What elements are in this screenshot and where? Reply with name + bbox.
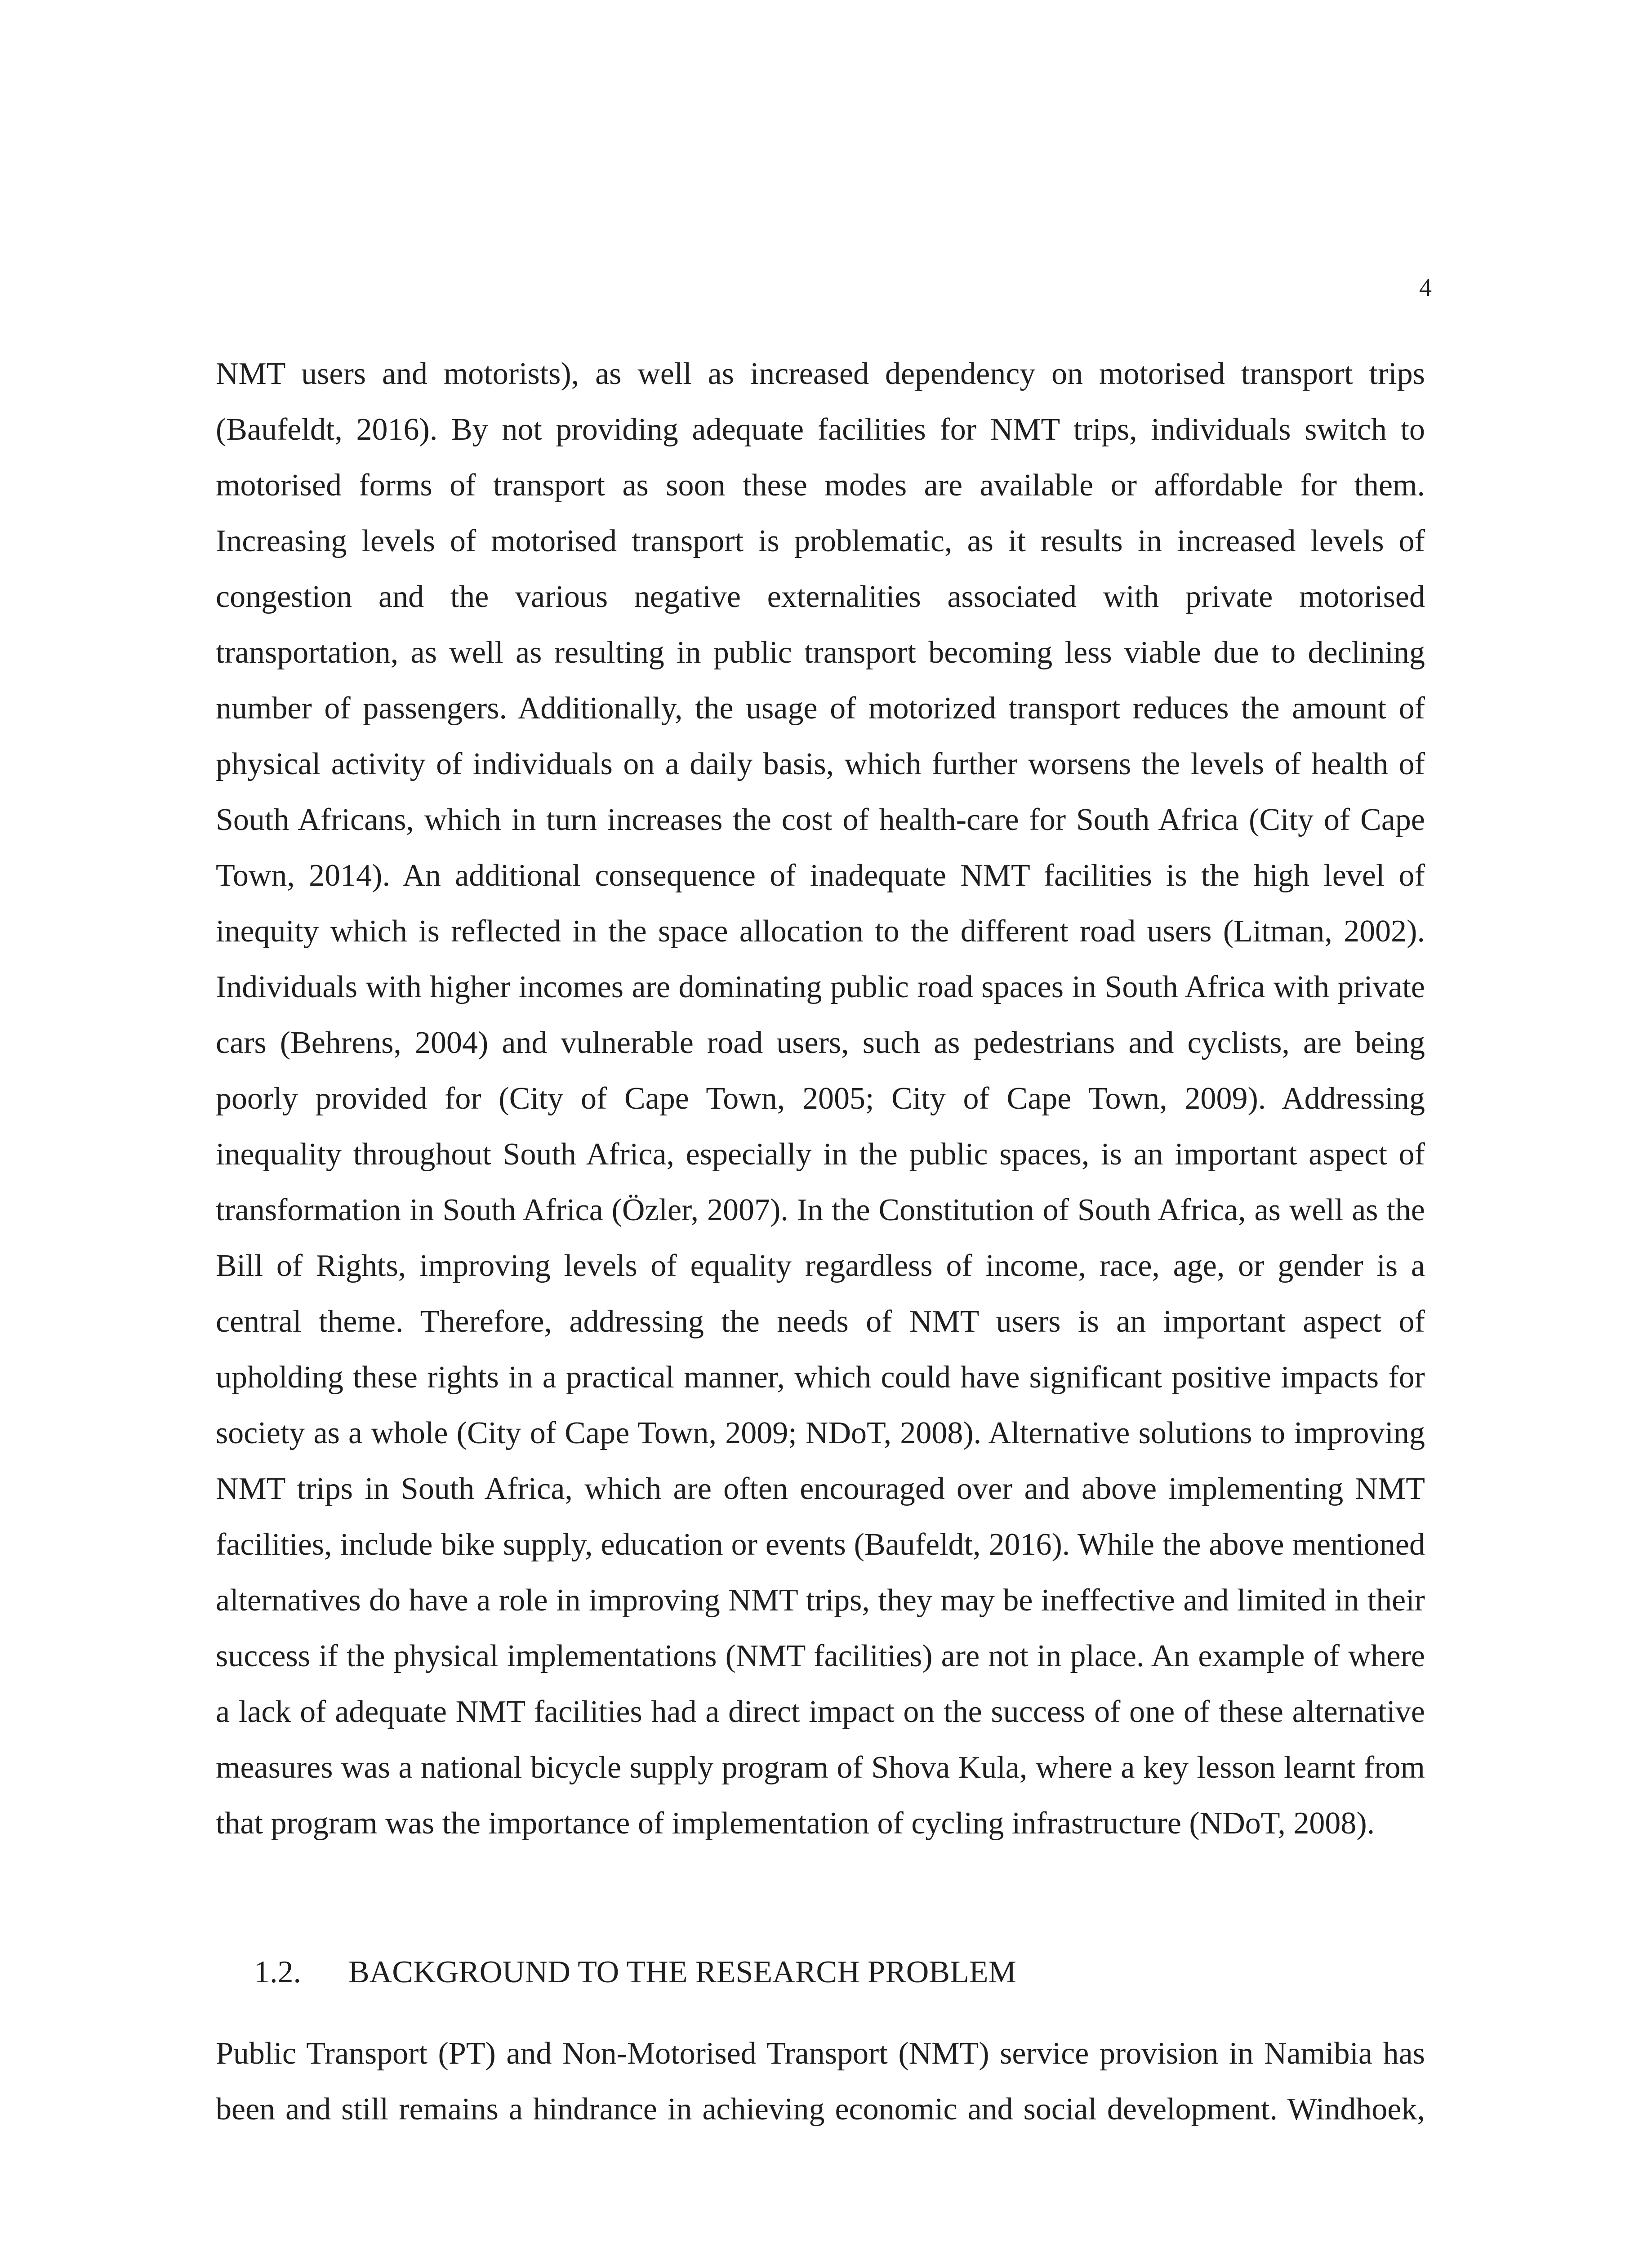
body-paragraph-continuation: Public Transport (PT) and Non-Motorised Transport (NMT) service provision in Namibia has been and still remains a hindrance in achieving economic and social development. Windhoek, xyxy=(216,2036,1425,2127)
body-paragraph: NMT users and motorists), as well as increased dependency on motorised transport trips (Baufeldt, 2016). By not providing adequate facilities for NMT trips, individuals switch to motorised forms of transport as soon these modes are available or affordable for them. Increasing levels of motorised transport is problematic, as it results in increased levels of congestion and the various negative externalities associated with private motorised transportation, as well as resulting in public transport becoming less viable due to declining number of passengers. Additionally, the usage of motorized transport reduces the amount of physical activity of individuals on a daily basis, which further worsens the levels of health of South Africans, which in turn increases the cost of health-care for South Africa (City of Cape Town, 2014). An additional consequence of inadequate NMT facilities is the high level of inequity which is reflected in the space allocation to the different road users (Litman, 2002). Individuals with higher incomes are dominating public road spaces in South Africa with private cars (Behrens, 2004) and vulnerable road users, such as pedestrians and cyclists, are being poorly provided for (City of Cape Town, 2005; City of Cape Town, 2009). Addressing inequality throughout South Africa, especially in the public spaces, is an important aspect of transformation in South Africa (Özler, 2007). In the Constitution of South Africa, as well as the Bill of Rights, improving levels of equality regardless of income, race, age, or gender is a central theme. Therefore, addressing the needs of NMT users is an important aspect of upholding these rights in a practical manner, which could have significant positive impacts for society as a whole (City of Cape Town, 2009; NDoT, 2008). Alternative solutions to improving NMT trips in South Africa, which are often encouraged over and above implementing NMT facilities, include bike supply, education or events (Baufeldt, 2016). While the above mentioned alternatives do have a role in improving NMT trips, they may be ineffective and limited in their success if the physical implementations (NMT facilities) are not in place. An example of where a lack of adequate NMT facilities had a direct impact on the success of one of these alternative measures was a national bicycle supply program of Shova Kula, where a key lesson learnt from that program was the importance of implementation of cycling infrastructure (NDoT, 2008). xyxy=(216,357,1425,1841)
section-number: 1.2. xyxy=(254,1955,301,1989)
section-heading xyxy=(254,1945,1016,2000)
page-number: 4 xyxy=(1419,274,1432,302)
section-title: BACKGROUND TO THE RESEARCH PROBLEM xyxy=(348,1955,1016,1989)
